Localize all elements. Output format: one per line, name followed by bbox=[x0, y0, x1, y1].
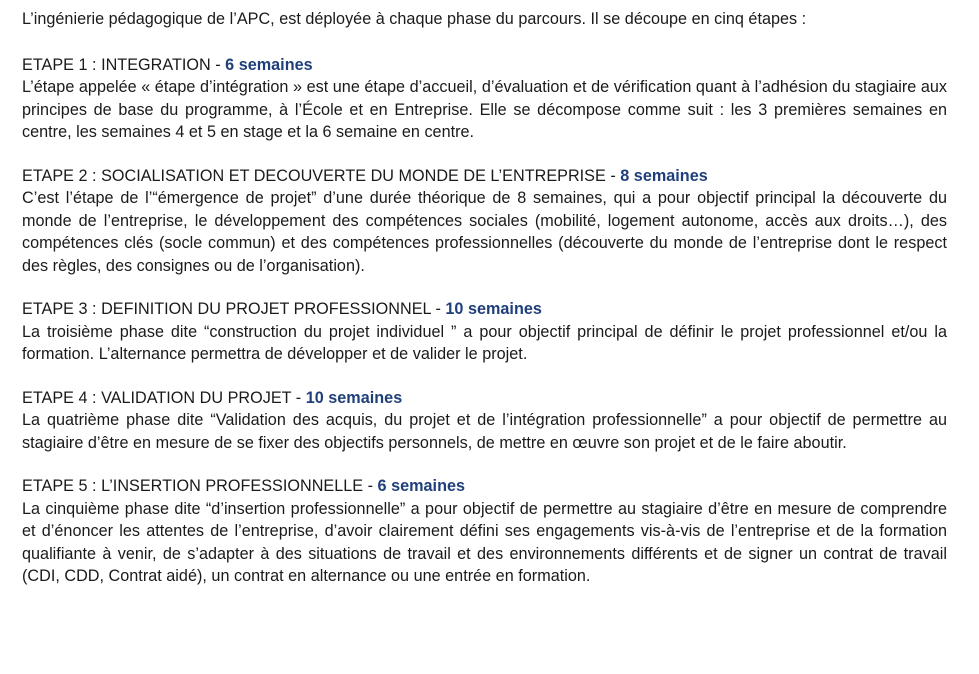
step-duration: 10 semaines bbox=[445, 300, 542, 318]
step-section bbox=[22, 298, 947, 366]
intro-paragraph: L’ingénierie pédagogique de l’APC, est déployée à chaque phase du parcours. Il se découpe en cinq étapes : bbox=[22, 10, 807, 28]
document-page bbox=[22, 8, 947, 609]
step-title: ETAPE 4 : VALIDATION DU PROJET - bbox=[22, 388, 306, 407]
step-heading bbox=[22, 54, 947, 77]
step-section bbox=[22, 54, 947, 144]
step-title: ETAPE 1 : INTEGRATION - bbox=[22, 55, 226, 74]
step-title: ETAPE 2 : SOCIALISATION ET DECOUVERTE DU MONDE DE L’ENTREPRISE - bbox=[22, 166, 621, 185]
step-heading bbox=[22, 298, 947, 321]
step-description: C’est l’étape de l’“émergence de projet” d’une durée théorique de 8 semaines, qui a pour objectif principal la découverte du monde de l’entreprise, le développement des compétences sociales (mobilité, logement autonome, accès aux droits…), des compétences clés (socle commun) et des compétences professionnelles (découverte du monde de l’entreprise dont le respect des règles, des consignes ou de l’organisation). bbox=[22, 189, 947, 275]
step-description: L’étape appelée « étape d’intégration » est une étape d’accueil, d’évaluation et de vérification quant à l’adhésion du stagiaire aux principes de base du programme, à l’École et en Entreprise. Elle se décompose comme suit : les 3 premières semaines en centre, les semaines 4 et 5 en stage et la 6 semaine en centre. bbox=[22, 78, 947, 141]
step-section bbox=[22, 475, 947, 588]
step-duration: 10 semaines bbox=[305, 388, 403, 407]
step-section bbox=[22, 165, 947, 278]
step-title: ETAPE 5 : L’INSERTION PROFESSIONNELLE - bbox=[22, 477, 378, 495]
step-title: ETAPE 3 : DEFINITION DU PROJET PROFESSIONNEL - bbox=[22, 300, 446, 318]
step-heading bbox=[22, 165, 947, 188]
step-description: La cinquième phase dite “d’insertion professionnelle” a pour objectif de permettre au stagiaire d’être en mesure de comprendre et d’énoncer les attentes de l’entreprise, d’avoir clairement défini ses engagements vis-à-vis de l’entreprise et de la formation qualifiante à venir, de s’adapter à des situations de travail et des environnements différents et de signer un contrat de travail (CDI, CDD, Contrat aidé), un contrat en alternance ou une entrée en formation. bbox=[22, 499, 947, 585]
step-heading bbox=[22, 387, 947, 410]
step-duration: 8 semaines bbox=[620, 166, 708, 185]
step-duration: 6 semaines bbox=[225, 55, 313, 74]
step-description: La troisième phase dite “construction du projet individuel ” a pour objectif principal de définir le projet professionnel et/ou la formation. L’alternance permettra de développer et de valider le projet. bbox=[22, 322, 947, 363]
step-heading bbox=[22, 475, 947, 498]
step-description: La quatrième phase dite “Validation des acquis, du projet et de l’intégration professionnelle” a pour objectif de permettre au stagiaire d’être en mesure de se fixer des objectifs personnels, de mettre en œuvre son projet et de le faire aboutir. bbox=[22, 411, 947, 452]
step-section bbox=[22, 387, 947, 455]
step-duration: 6 semaines bbox=[377, 477, 466, 495]
